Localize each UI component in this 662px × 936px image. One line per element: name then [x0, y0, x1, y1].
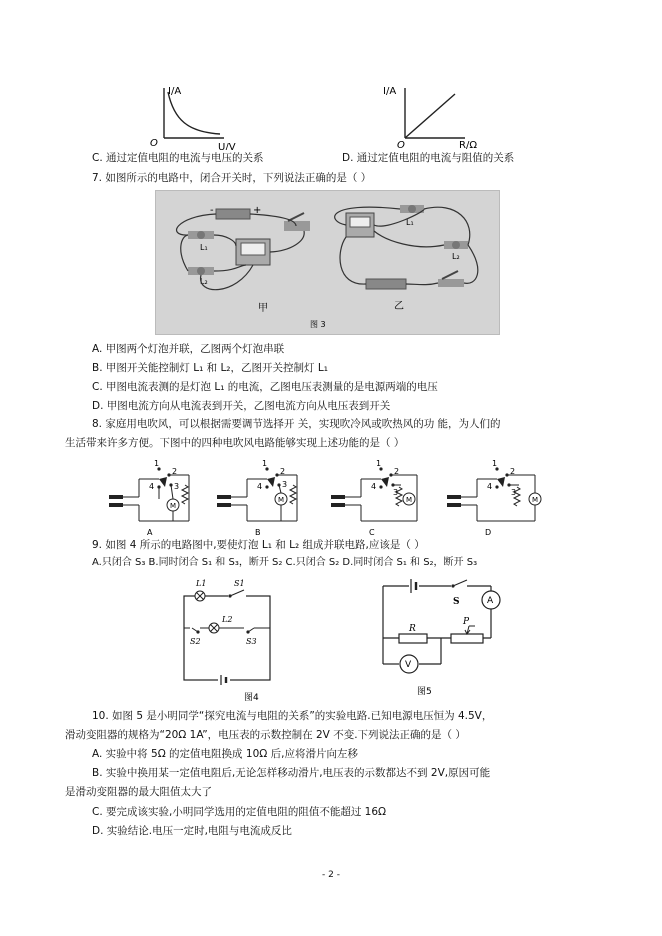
fig3-left-l2: L₂ — [200, 277, 208, 286]
circuit-b-motor: M — [278, 496, 285, 504]
figure-5 — [373, 576, 503, 698]
circuit-a-terminal-4: 4 — [149, 482, 155, 491]
circuit-c — [331, 459, 417, 537]
q10-option-b-line2: 是滑动变阻器的最大阻值太大了 — [65, 786, 212, 798]
q8-stem-line1: 8. 家庭用电吹风，可以根据需要调节选择开 关，实现吹冷风或吹热风的功 能，为人们的 — [92, 418, 501, 430]
circuit-c-terminal-2: 2 — [394, 467, 400, 476]
circuit-a-terminal-3: 3 — [174, 482, 180, 491]
svg-text:+: + — [253, 205, 262, 216]
svg-text:-: - — [210, 205, 214, 216]
figure-3-photo — [155, 190, 500, 335]
fig4-caption: 图4 — [244, 693, 259, 703]
circuit-c-motor: M — [406, 496, 413, 504]
circuit-c-terminal-1: 1 — [376, 459, 382, 468]
graph-d-ylabel: I/A — [383, 86, 397, 97]
circuit-d-terminal-2: 2 — [510, 467, 516, 476]
q10-stem-line1: 10. 如图 5 是小明同学“探究电流与电阻的关系”的实验电路.已知电源电压恒为 4.5V， — [92, 710, 493, 722]
fig5-switch-s: S — [453, 597, 460, 607]
q9-stem: 9. 如图 4 所示的电路图中,要使灯泡 L₁ 和 L₂ 组成并联电路,应该是（ ） — [92, 539, 425, 551]
graph-c-origin: O — [150, 138, 158, 149]
graph-c-ylabel: I/A — [168, 86, 182, 97]
fig3-right-l2: L₂ — [452, 252, 460, 261]
circuit-d-terminal-4: 4 — [487, 482, 493, 491]
circuit-b — [217, 459, 297, 537]
graph-current-vs-voltage — [142, 80, 252, 150]
circuit-a — [109, 459, 189, 537]
circuit-a-label: A — [147, 528, 153, 537]
fig4-s1: S1 — [234, 579, 245, 588]
circuit-d-terminal-1: 1 — [492, 459, 498, 468]
fig3-left-label: 甲 — [258, 303, 268, 314]
fig3-right-label: 乙 — [394, 301, 404, 312]
circuit-a-terminal-1: 1 — [154, 459, 160, 468]
circuit-b-terminal-1: 1 — [262, 459, 268, 468]
circuit-a-terminal-2: 2 — [172, 467, 178, 476]
circuit-b-terminal-3: 3 — [282, 480, 288, 489]
fig4-l1: L1 — [196, 579, 207, 588]
q8-circuits — [105, 455, 545, 540]
fig5-caption: 图5 — [417, 687, 432, 697]
graph-c-xlabel: U/V — [218, 142, 236, 150]
q7-option-b: B. 甲图开关能控制灯 L₁ 和 L₂，乙图开关控制灯 L₁ — [92, 362, 328, 374]
circuit-d — [447, 459, 541, 537]
q10-option-d: D. 实验结论.电压一定时,电阻与电流成反比 — [92, 825, 292, 837]
circuit-b-label: B — [255, 528, 261, 537]
fig3-caption: 图 3 — [310, 320, 326, 329]
q6-option-d: D. 通过定值电阻的电流与阻值的关系 — [342, 152, 515, 164]
circuit-d-label: D — [485, 528, 492, 537]
q10-option-b-line1: B. 实验中换用某一定值电阻后,无论怎样移动滑片,电压表的示数都达不到 2V,原因可能 — [92, 767, 491, 779]
q8-stem-line2: 生活带来许多方便。下图中的四种电吹风电路能够实现上述功能的是（ ） — [65, 437, 405, 449]
q10-option-c: C. 要完成该实验,小明同学选用的定值电阻的阻值不能超过 16Ω — [92, 806, 387, 818]
fig3-right-l1: L₁ — [406, 218, 414, 227]
q6-option-c: C. 通过定值电阻的电流与电压的关系 — [92, 152, 264, 164]
fig5-slider-p: P — [463, 617, 470, 627]
figure-4 — [170, 576, 290, 704]
circuit-a-motor: M — [170, 502, 177, 510]
fig4-s2: S2 — [190, 637, 201, 646]
fig4-s3: S3 — [246, 637, 257, 646]
q7-option-d: D. 甲图电流方向从电流表到开关，乙图电流方向从电压表到开关 — [92, 400, 391, 412]
circuit-d-motor: M — [532, 496, 539, 504]
fig5-voltmeter: V — [405, 660, 412, 670]
page-number: - 2 - — [322, 870, 340, 880]
circuit-b-terminal-4: 4 — [257, 482, 263, 491]
circuit-c-terminal-4: 4 — [371, 482, 377, 491]
circuit-b-terminal-2: 2 — [280, 467, 286, 476]
circuit-d-terminal-3: 3 — [511, 488, 517, 497]
q10-option-a: A. 实验中将 5Ω 的定值电阻换成 10Ω 后,应将滑片向左移 — [92, 748, 358, 760]
circuit-c-label: C — [369, 528, 375, 537]
fig5-resistor-r: R — [409, 624, 416, 634]
q10-stem-line2: 滑动变阻器的规格为“20Ω 1A”，电压表的示数控制在 2V 不变.下列说法正确的是（ ） — [65, 729, 466, 741]
fig5-ammeter: A — [487, 596, 494, 606]
graph-d-origin: O — [397, 140, 405, 150]
fig3-left-l1: L₁ — [200, 243, 208, 252]
q9-options: A.只闭合 S₃ B.同时闭合 S₁ 和 S₃，断开 S₂ C.只闭合 S₂ D.同时闭合 S₁ 和 S₂，断开 S₃ — [92, 557, 478, 568]
q7-stem: 7. 如图所示的电路中，闭合开关时，下列说法正确的是（ ） — [92, 172, 372, 184]
graph-current-vs-resistance — [383, 80, 493, 150]
graph-d-xlabel: R/Ω — [459, 140, 477, 150]
q7-option-a: A. 甲图两个灯泡并联，乙图两个灯泡串联 — [92, 343, 285, 355]
fig4-l2: L2 — [222, 615, 233, 624]
circuit-c-terminal-3: 3 — [393, 488, 399, 497]
q7-option-c: C. 甲图电流表测的是灯泡 L₁ 的电流，乙图电压表测量的是电源两端的电压 — [92, 381, 438, 393]
